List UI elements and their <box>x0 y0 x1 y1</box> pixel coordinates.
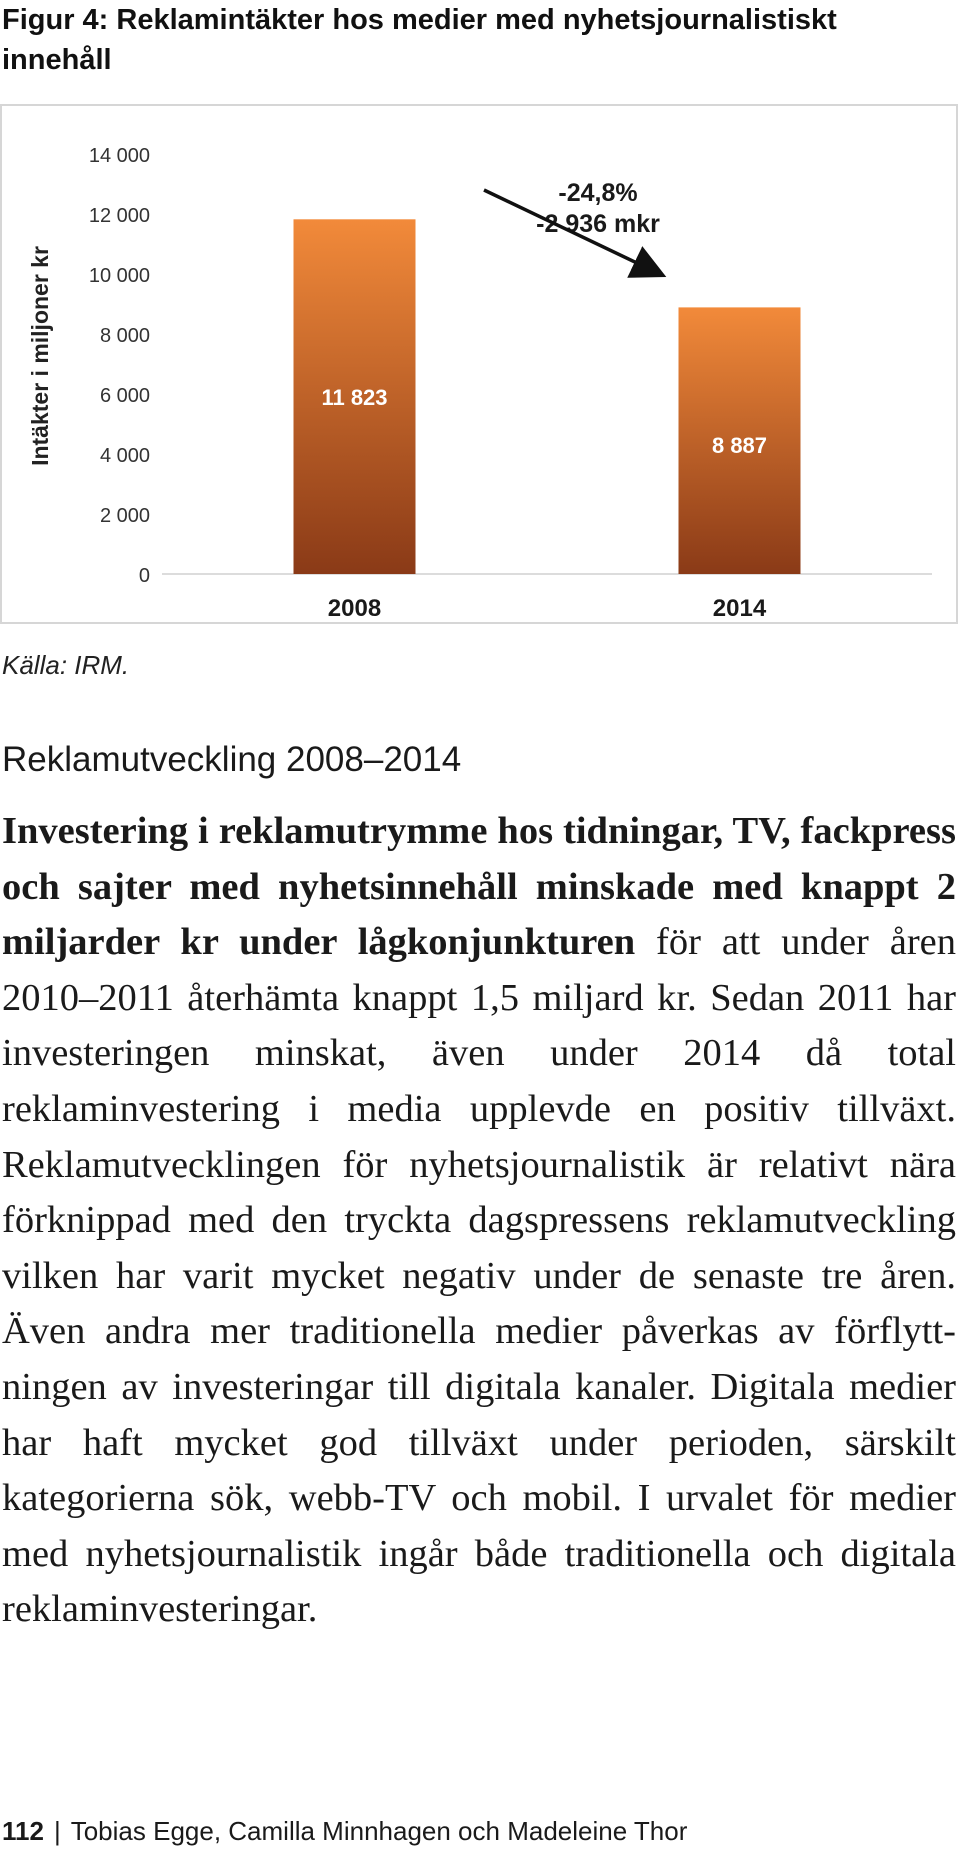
footer-separator: | <box>53 1816 61 1846</box>
bar-value-label: 8 887 <box>711 433 768 458</box>
y-tick-label: 8 000 <box>99 325 150 347</box>
lead-bold-text: Investering i reklamutrymme hos tidningar, TV, fackpress och sajter med nyhetsinnehåll minskade med knappt 2 miljarder kr under lågkonjunkturen <box>2 810 956 964</box>
bar-value-label: 11 823 <box>321 385 388 410</box>
body-paragraph <box>2 804 956 1638</box>
footer-authors: Tobias Egge, Camilla Minnhagen och Madeleine Thor <box>70 1816 688 1846</box>
section-heading: Reklamutveckling 2008–2014 <box>2 740 462 779</box>
figure-source: Källa: IRM. <box>2 650 130 680</box>
x-tick-label: 2008 <box>327 595 382 622</box>
y-tick-label: 4 000 <box>99 445 150 467</box>
body-text: för att under åren 2010–2011 återhämta knappt 1,5 miljard kr. Sedan 2011 har investeringen minskat, även under 2014 då total reklaminvestering i media upplevde en positiv tillväxt. Reklamutvecklingen för nyhetsjournalistik är relativt nära förknippad med den tryckta dagspressens reklamutveckling vilken har varit mycket negativ under de senaste tre åren. Även andra mer traditionella medier påverkas av förflyttningen av investeringar till digitala kanaler. Digitala medier har haft mycket god tillväxt under perioden, särskilt kategorierna sök, webb-TV och mobil. I urvalet för medier med nyhetsjournalistik ingår både traditionella och digitala reklaminvesteringar. <box>2 921 956 1631</box>
chart-frame <box>0 104 958 624</box>
change-percent-annotation: -24,8% <box>558 179 638 207</box>
y-tick-label: 6 000 <box>99 385 150 407</box>
y-tick-label: 2 000 <box>99 505 150 527</box>
bar-chart <box>2 106 958 622</box>
bars <box>294 219 801 574</box>
page-footer <box>2 1816 687 1847</box>
y-axis-ticks <box>89 145 150 587</box>
page-number: 112 <box>2 1816 44 1846</box>
x-axis-labels <box>328 595 767 622</box>
y-tick-label: 10 000 <box>88 265 150 287</box>
y-tick-label: 0 <box>138 565 150 587</box>
y-tick-label: 14 000 <box>88 145 150 167</box>
change-amount-annotation: -2 936 mkr <box>536 210 660 238</box>
y-axis-label: Intäkter i miljoner kr <box>27 246 53 466</box>
figure-title: Figur 4: Reklamintäkter hos medier med nyhetsjournalistiskt innehåll <box>2 4 837 76</box>
x-tick-label: 2014 <box>712 595 767 622</box>
y-tick-label: 12 000 <box>88 205 150 227</box>
